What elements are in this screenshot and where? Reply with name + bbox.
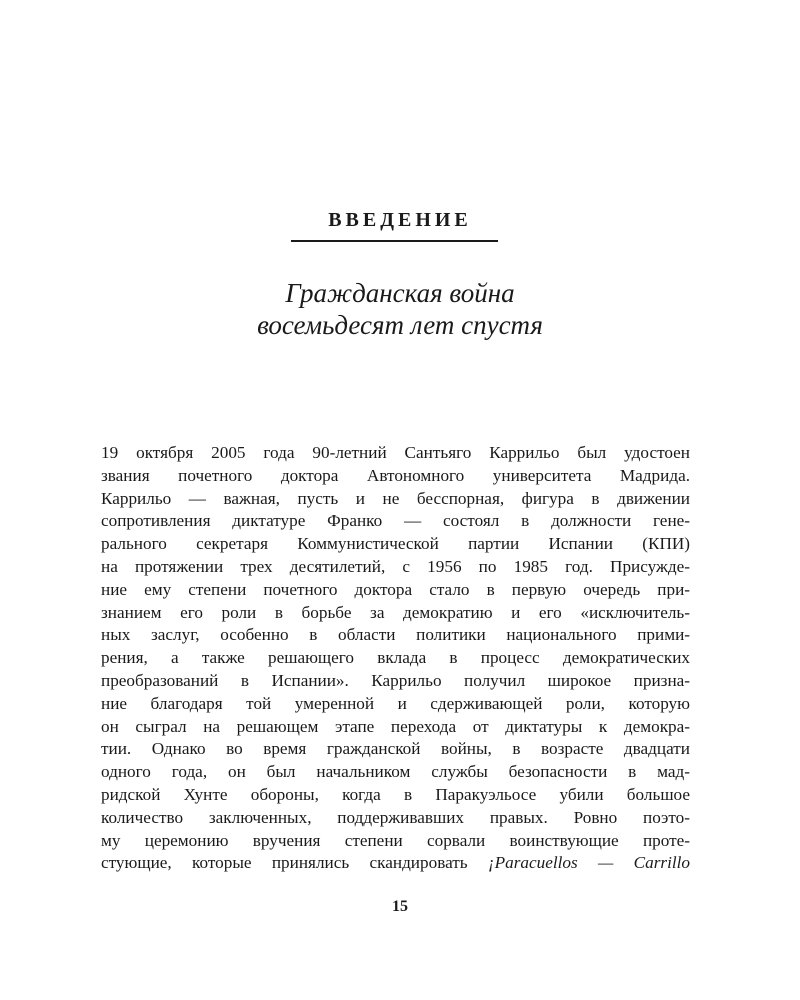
page-number: 15: [392, 898, 408, 915]
body-line: ридской Хунте обороны, когда в Паракуэльосе убили большое: [101, 784, 690, 804]
body-line: Каррильо — важная, пусть и не бесспорная, фигура в движении: [101, 488, 690, 508]
italic-quote: ¡Paracuellos — Carrillo: [487, 853, 690, 873]
body-line: ние благодаря той умеренной и сдерживающей роли, которую: [101, 693, 690, 713]
body-line: одного года, он был начальником службы безопасности в мад-: [101, 762, 690, 782]
body-line: количество заключенных, поддерживавших правых. Ровно поэто-: [101, 807, 690, 827]
body-line: он сыграл на решающем этапе перехода от диктатуры к демокра-: [101, 716, 690, 736]
body-line: преобразований в Испании». Каррильо получил широкое призна-: [101, 670, 690, 690]
chapter-title-line-2: восемьдесят лет спустя: [257, 310, 543, 340]
body-line: ных заслуг, особенно в области политики национального прими-: [101, 625, 690, 645]
body-line: знанием его роли в борьбе за демократию и его «исключитель-: [101, 602, 690, 622]
body-line: ние ему степени почетного доктора стало в первую очередь при-: [101, 579, 690, 599]
chapter-heading: ВВЕДЕНИЕ: [328, 209, 472, 231]
body-line: му церемонию вручения степени сорвали воинствующие проте-: [101, 830, 690, 850]
body-line: сопротивления диктатуре Франко — состоял в должности гене-: [101, 511, 690, 531]
body-line: звания почетного доктора Автономного университета Мадрида.: [101, 465, 690, 485]
body-line: на протяжении трех десятилетий, с 1956 по 1985 год. Присужде-: [101, 556, 690, 576]
heading-rule: [291, 240, 498, 242]
chapter-title: [0, 277, 800, 341]
body-line: рального секретаря Коммунистической партии Испании (КПИ): [101, 534, 690, 554]
body-paragraph: [101, 442, 690, 875]
body-line: 19 октября 2005 года 90-летний Сантьяго Каррильо был удостоен: [101, 443, 690, 462]
body-line-last: [101, 852, 690, 875]
body-line-last-text: стующие, которые принялись скандировать: [101, 853, 468, 873]
body-line: рения, а также решающего вклада в процесс демократических: [101, 648, 690, 668]
body-line: тии. Однако во время гражданской войны, в возрасте двадцати: [101, 739, 690, 759]
chapter-title-line-1: Гражданская война: [285, 278, 515, 308]
